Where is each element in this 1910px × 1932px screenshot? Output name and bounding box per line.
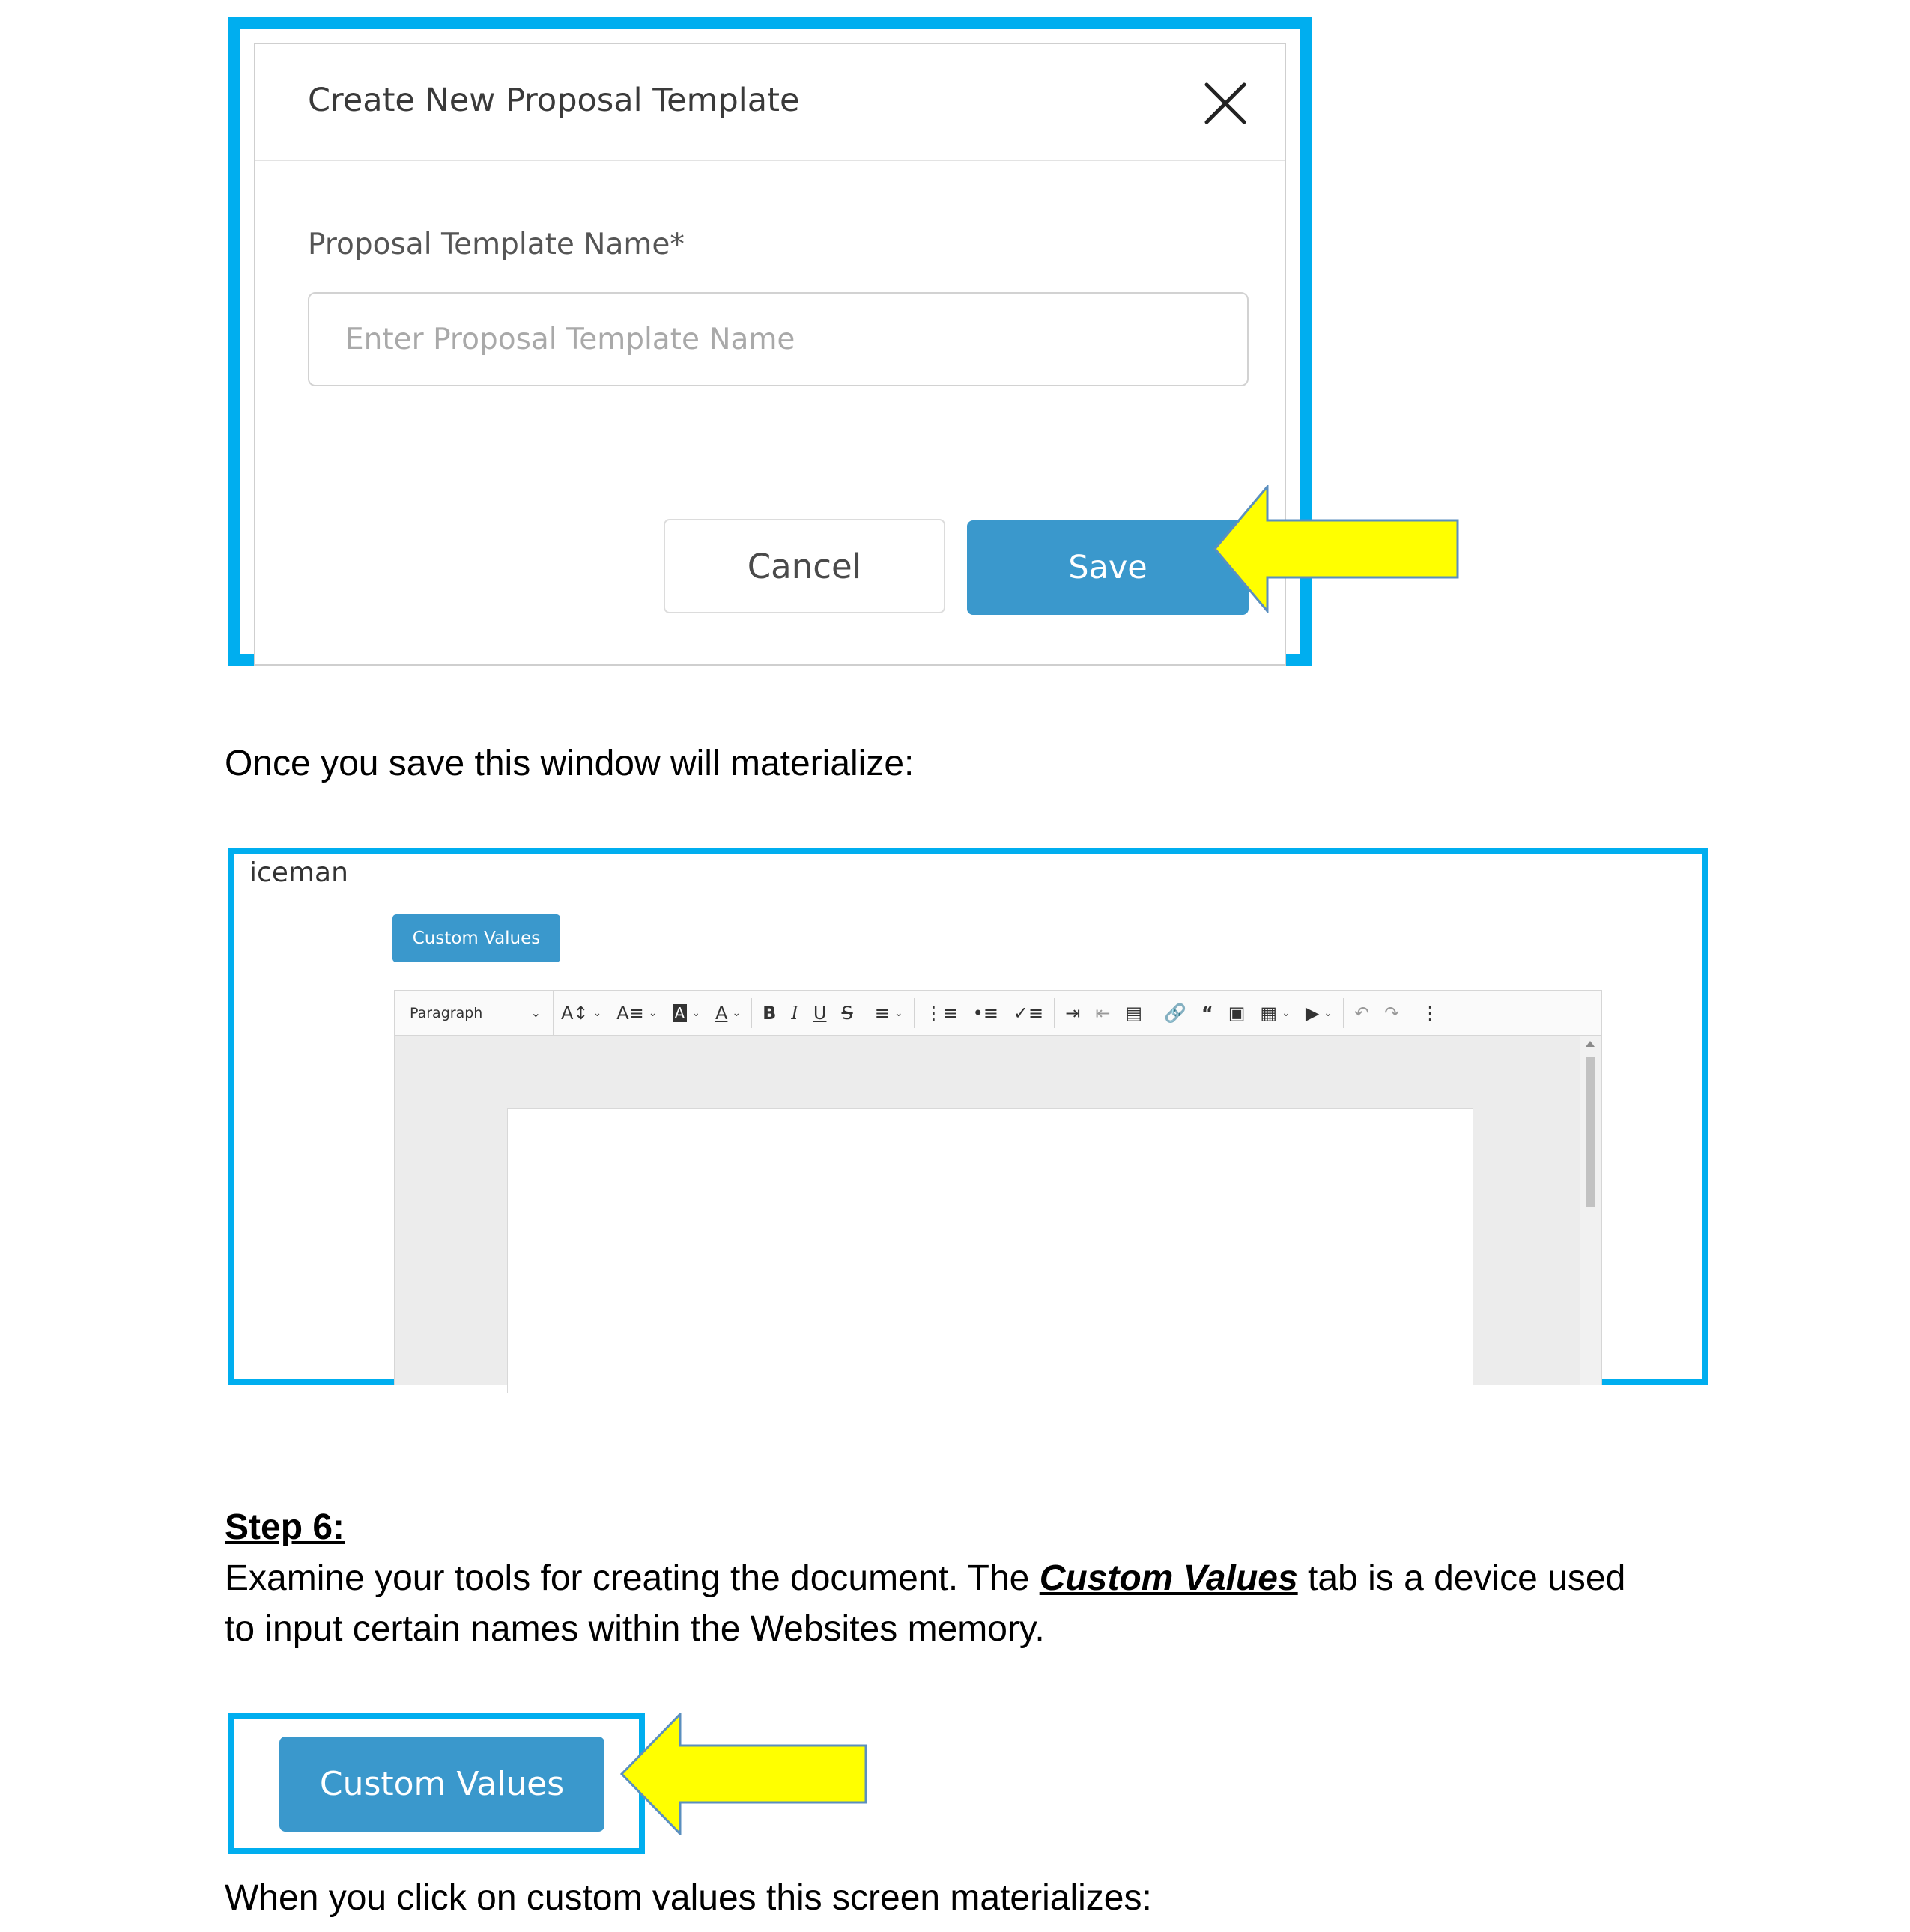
font-color-icon[interactable]: A ⌄: [715, 1002, 742, 1024]
template-name-label: Proposal Template Name*: [308, 228, 685, 261]
underline-icon[interactable]: U: [813, 1002, 827, 1024]
scroll-thumb[interactable]: [1586, 1057, 1595, 1207]
blockquote-icon[interactable]: “: [1201, 1002, 1213, 1024]
editor-toolbar: [394, 990, 1602, 1036]
paragraph-save-note: Once you save this window will materialize:: [225, 744, 915, 783]
italic-icon[interactable]: I: [791, 1002, 798, 1024]
scroll-up-icon[interactable]: [1586, 1041, 1595, 1047]
redo-icon[interactable]: ↷: [1384, 1002, 1400, 1024]
step-heading: Step 6:: [225, 1507, 345, 1547]
paragraph-style-label: Paragraph: [410, 1004, 483, 1021]
custom-values-emphasis: Custom Values: [1039, 1558, 1298, 1598]
toolbar-separator: [914, 998, 915, 1028]
numbered-list-icon[interactable]: ⋮≡: [924, 1002, 958, 1024]
custom-values-button-large[interactable]: Custom Values: [279, 1737, 604, 1832]
link-icon[interactable]: 🔗: [1164, 1002, 1186, 1024]
page-break-icon[interactable]: ▤: [1125, 1002, 1143, 1024]
modal-title: Create New Proposal Template: [308, 82, 800, 119]
image-icon[interactable]: ▣: [1228, 1002, 1246, 1024]
font-size-icon[interactable]: A↕ ⌄: [561, 1002, 602, 1024]
bold-icon[interactable]: B: [763, 1002, 777, 1024]
custom-values-button[interactable]: Custom Values: [392, 914, 560, 962]
custom-values-screenshot-frame: [228, 1713, 645, 1854]
more-icon[interactable]: ⋮: [1421, 1002, 1440, 1024]
editor-screenshot-frame: [228, 848, 1708, 1385]
chevron-down-icon: ⌄: [530, 1006, 541, 1020]
bullet-list-icon[interactable]: •≡: [972, 1002, 998, 1024]
toolbar-separator: [1343, 998, 1344, 1028]
editor-canvas: [394, 1036, 1602, 1385]
create-template-modal: [254, 43, 1286, 666]
save-pointer-arrow-icon: [1213, 485, 1461, 613]
document-name: iceman: [249, 857, 348, 888]
undo-icon[interactable]: ↶: [1354, 1002, 1370, 1024]
media-icon[interactable]: ▶ ⌄: [1305, 1002, 1333, 1024]
indent-icon[interactable]: ⇥: [1065, 1002, 1081, 1024]
step-description-line2: to input certain names within the Websites memory.: [225, 1609, 1045, 1649]
toolbar-separator: [751, 998, 752, 1028]
step-text: tab is a device used: [1297, 1558, 1626, 1598]
strikethrough-icon[interactable]: S: [841, 1002, 853, 1024]
cancel-button[interactable]: Cancel: [664, 519, 945, 613]
save-button[interactable]: Save: [967, 520, 1249, 615]
editor-scrollbar[interactable]: [1580, 1036, 1601, 1385]
document-page[interactable]: [507, 1108, 1473, 1393]
step-description-line1: [225, 1553, 1625, 1604]
outdent-icon[interactable]: ⇤: [1095, 1002, 1111, 1024]
template-name-input[interactable]: [308, 292, 1249, 386]
table-icon[interactable]: ▦ ⌄: [1260, 1002, 1291, 1024]
toolbar-separator: [1054, 998, 1055, 1028]
custom-values-pointer-arrow-icon: [620, 1713, 869, 1835]
step-text: Examine your tools for creating the document. The: [225, 1558, 1040, 1598]
modal-screenshot-frame: [228, 17, 1312, 666]
paragraph-style-select[interactable]: [395, 991, 554, 1035]
highlight-icon[interactable]: A ⌄: [665, 991, 708, 1035]
paragraph-custom-values-note: When you click on custom values this screen materializes:: [225, 1878, 1152, 1918]
font-family-icon[interactable]: A≡ ⌄: [616, 1002, 658, 1024]
todo-list-icon[interactable]: ✓≡: [1013, 1002, 1044, 1024]
close-icon[interactable]: [1202, 80, 1249, 127]
align-icon[interactable]: ≡ ⌄: [874, 1002, 903, 1024]
modal-divider: [255, 160, 1285, 161]
